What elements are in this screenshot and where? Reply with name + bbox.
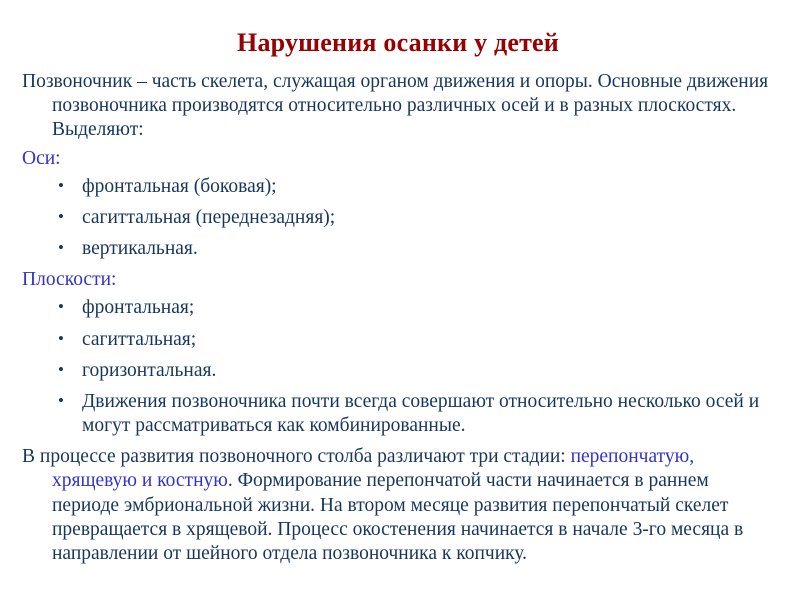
planes-list [22,296,774,438]
list-item-text: фронтальная; [82,297,195,319]
bullet-icon: • [58,206,64,226]
list-item [22,237,774,261]
list-item [22,296,774,320]
list-item-text: горизонтальная. [82,359,217,381]
development-text-1: В процессе развития позвоночного столба различают три стадии: [22,446,571,468]
development-highlight: перепончатую, хрящевую и костную [52,446,695,492]
axes-list [22,175,774,262]
bullet-icon: • [58,297,64,317]
axes-heading: Оси: [22,147,61,169]
list-item-text: сагиттальная (переднезадняя); [82,206,336,228]
bullet-icon: • [58,328,64,348]
list-item [22,175,774,199]
development-paragraph [22,445,774,566]
list-item [22,206,774,230]
list-item [22,390,774,438]
slide-title: Нарушения осанки у детей [237,28,559,57]
list-item-text: вертикальная. [82,238,198,260]
development-text-2: . Формирование перепончатой части начинается в раннем периоде эмбриональной жизни. На втором месяце развития перепончатый скелет превращается в хрящевой. Процесс окостенения начинается в начале 3-го месяца в направлении от шейного отдела позвоночника к копчику. [52,470,744,564]
bullet-icon: • [58,175,64,195]
list-item [22,359,774,383]
intro-paragraph: Позвоночник – часть скелета, служащая органом движения и опоры. Основные движения позвоночника производятся относительно различных осей и в разных плоскостях. Выделяют: [22,71,769,141]
list-item-text: фронтальная (боковая); [82,175,277,197]
slide-body [22,70,774,566]
bullet-icon: • [58,238,64,258]
bullet-icon: • [58,390,64,410]
bullet-icon: • [58,359,64,379]
planes-heading: Плоскости: [22,269,117,291]
list-item-text: Движения позвоночника почти всегда совершают относительно несколько осей и могут рассматриваться как комбинированные. [82,390,760,437]
list-item [22,328,774,352]
list-item-text: сагиттальная; [82,328,197,350]
